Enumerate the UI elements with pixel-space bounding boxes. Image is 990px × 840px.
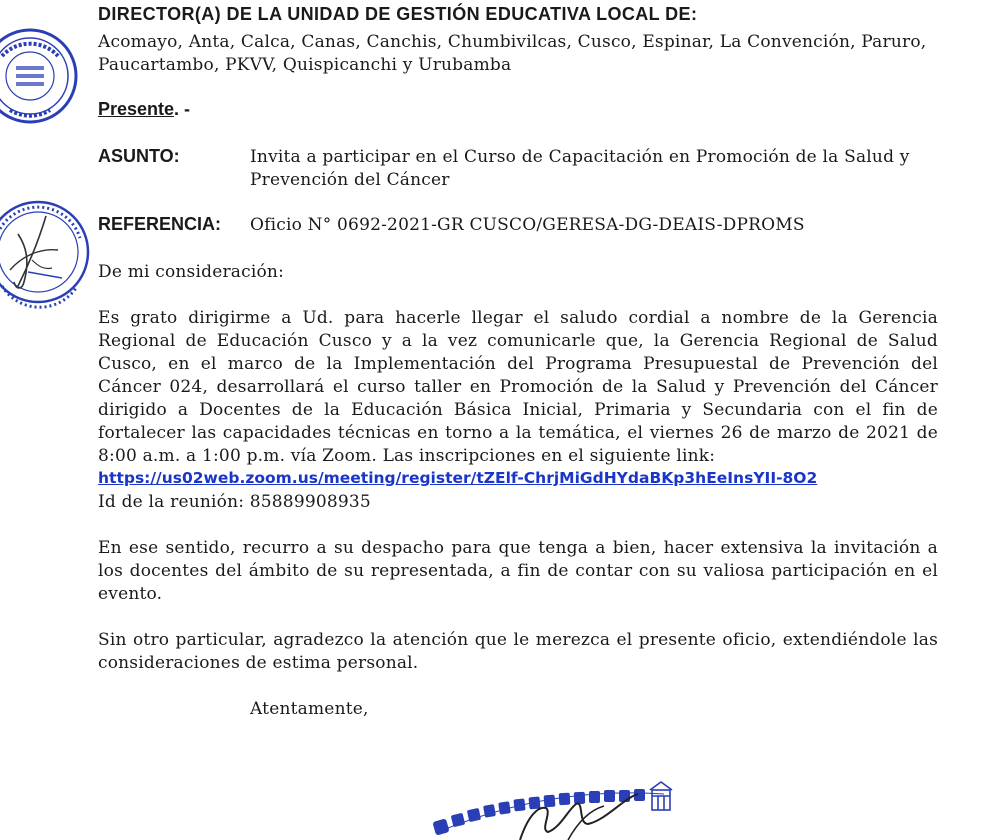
addressee-heading: DIRECTOR(A) DE LA UNIDAD DE GESTIÓN EDUCATIVA LOCAL DE: [98,4,698,24]
referencia-label: REFERENCIA: [98,214,222,234]
closing: Atentamente, [250,699,369,719]
presente-word: Presente [98,99,175,119]
meeting-id: Id de la reunión: 85889908935 [98,492,371,512]
asunto-text: Invita a participar en el Curso de Capacitación en Promoción de la Salud y Prevención del Cáncer [250,147,910,190]
asunto-label: ASUNTO: [98,146,180,166]
greeting: De mi consideración: [98,262,284,282]
pedagogical-management-seal [0,186,100,320]
regional-government-stamp [428,780,678,840]
presente-line [98,99,190,120]
paragraph-invitation: Es grato dirigirme a Ud. para hacerle llegar el saludo cordial a nombre de la Gerencia Regional de Educación Cusco y a la vez comunicarle que, la Gerencia Regional de Salud Cusco, en el marco de la Implementación del Programa Presupuestal de Prevención del Cáncer 024, desarrollará el curso taller en Promoción de la Salud y Prevención del Cáncer dirigido a Docentes de la Educación Básica Inicial, Primaria y Secundaria con el fin de fortalecer las capacidades técnicas en torno a la temática, el viernes 26 de marzo de 2021 de 8:00 a.m. a 1:00 p.m. vía Zoom. Las inscripciones en el siguiente link: [98,308,938,466]
paragraph-request: En ese sentido, recurro a su despacho para que tenga a bien, hacer extensiva la invitación a los docentes del ámbito de su representada, a fin de contar con su valiosa participación en el evento. [98,538,938,604]
registration-link[interactable]: https://us02web.zoom.us/meeting/register/tZElf-ChrjMiGdHYdaBKp3hEeInsYII-8O2 [98,469,818,487]
paragraph-farewell: Sin otro particular, agradezco la atención que le merezca el presente oficio, extendiéndole las consideraciones de estima personal. [98,630,938,673]
referencia-text: Oficio N° 0692-2021-GR CUSCO/GERESA-DG-DEAIS-DPROMS [250,215,805,235]
education-seal-top [0,26,80,126]
addressee-list: Acomayo, Anta, Calca, Canas, Canchis, Chumbivilcas, Cusco, Espinar, La Convención, Paruro, Paucartambo, PKVV, Quispicanchi y Urubamba [98,32,927,75]
presente-suffix: . - [174,99,191,119]
